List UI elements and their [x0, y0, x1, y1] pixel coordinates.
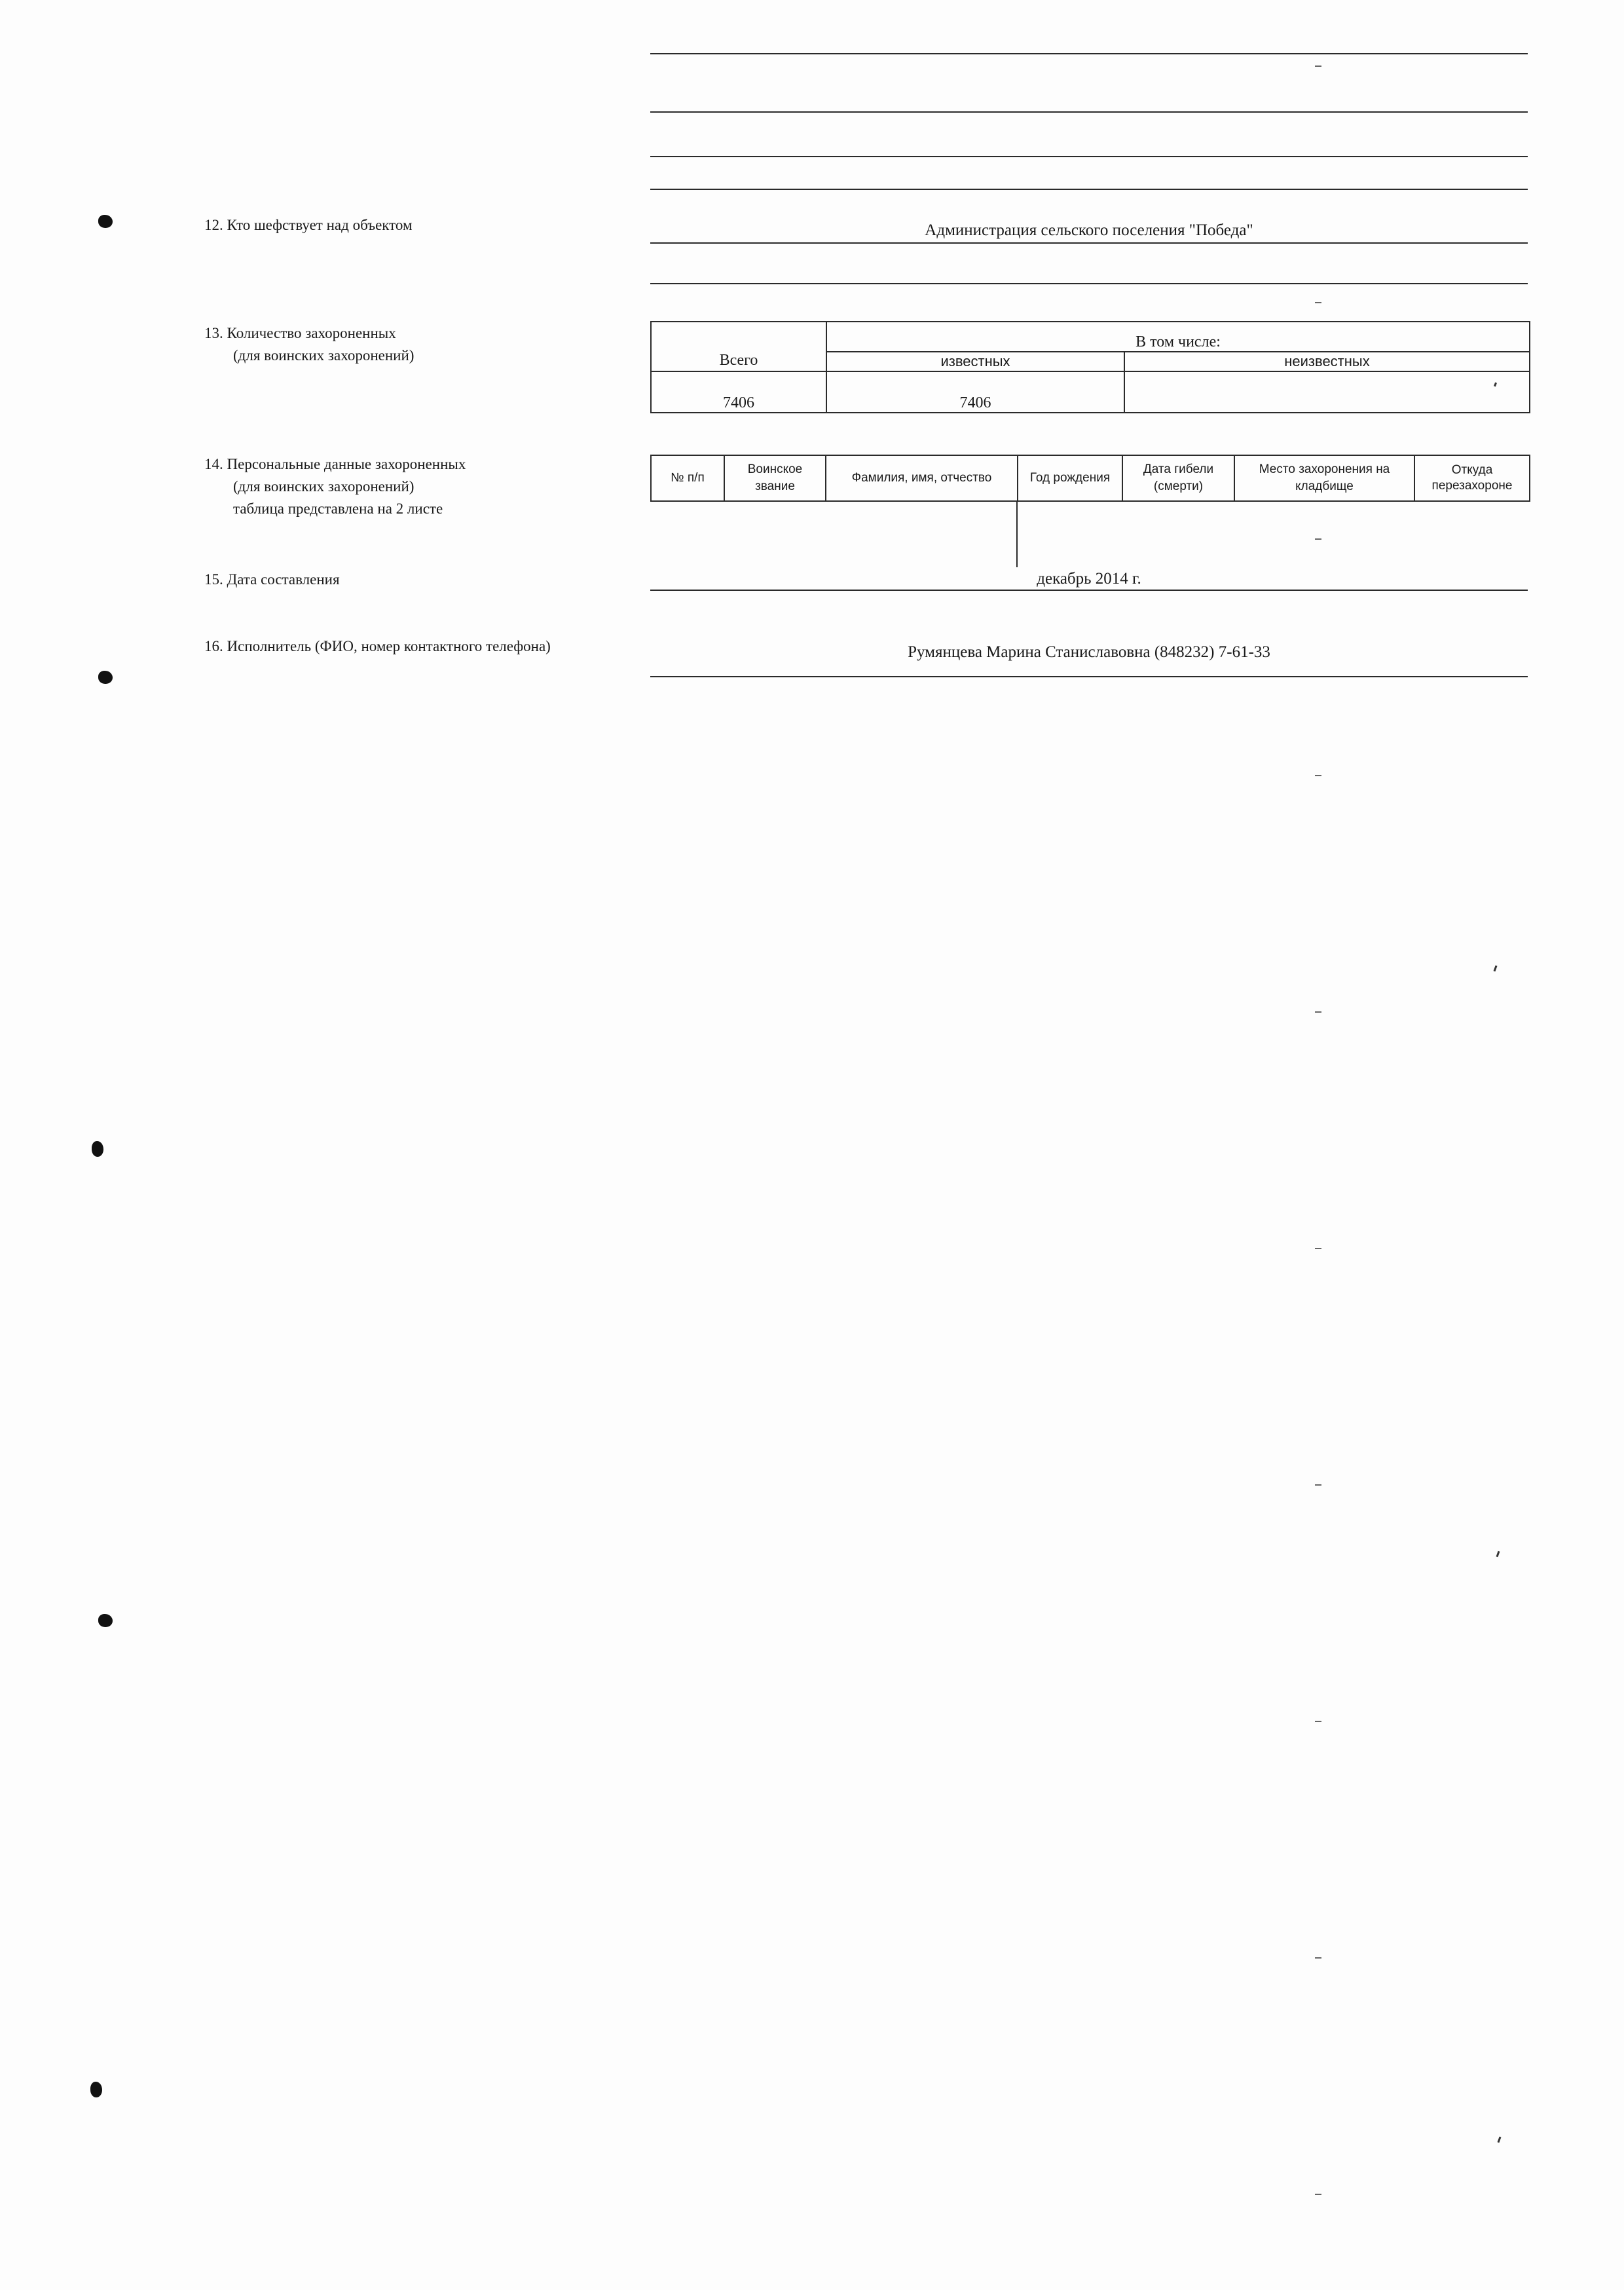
table-continuation-line — [1016, 502, 1018, 567]
scan-tick — [1315, 1721, 1321, 1722]
col-rank: Воинское звание — [724, 455, 826, 501]
item16-value: Румянцева Марина Станиславовна (848232) 7-61-33 — [908, 643, 1270, 661]
including-header: В том числе: — [1135, 333, 1221, 350]
scan-speck — [1494, 966, 1498, 971]
punch-hole-mark — [92, 1141, 103, 1157]
unknown-header: неизвестных — [1124, 352, 1530, 371]
item16-underline — [650, 676, 1528, 677]
item13-label — [204, 322, 414, 367]
item15-underline — [650, 590, 1528, 591]
punch-hole-mark — [90, 2082, 102, 2097]
burial-count-table — [650, 321, 1530, 413]
scan-tick — [1315, 1957, 1321, 1959]
blank-line — [650, 53, 1528, 54]
item14-label — [204, 453, 466, 520]
blank-line — [650, 189, 1528, 190]
total-value: 7406 — [651, 371, 826, 413]
col-burial-place: Место захоронения на кладбище — [1234, 455, 1414, 501]
scan-speck — [1498, 2137, 1502, 2143]
scan-tick — [1315, 1011, 1321, 1013]
blank-line — [650, 111, 1528, 113]
item14-label-line1: 14. Персональные данные захороненных — [204, 456, 466, 472]
scan-tick — [1315, 1248, 1321, 1249]
known-value: 7406 — [826, 371, 1124, 413]
personal-data-table — [650, 455, 1530, 502]
scan-tick — [1315, 302, 1321, 303]
unknown-value — [1124, 371, 1530, 413]
punch-hole-mark — [98, 1614, 113, 1627]
blank-line — [650, 283, 1528, 284]
item12-value: Администрация сельского поселения "Победа" — [925, 221, 1253, 239]
item14-label-line3: таблица представлена на 2 листе — [233, 500, 443, 517]
scan-tick — [1315, 538, 1321, 540]
punch-hole-mark — [98, 671, 113, 684]
blank-line — [650, 156, 1528, 157]
scan-speck — [1496, 1551, 1500, 1557]
item15-value: декабрь 2014 г. — [1037, 570, 1141, 588]
item13-label-line2: (для воинских захоронений) — [233, 347, 415, 364]
scan-tick — [1315, 775, 1321, 776]
item15-label: 15. Дата составления — [204, 571, 340, 588]
scan-tick — [1315, 66, 1321, 67]
punch-hole-mark — [98, 215, 113, 228]
item14-label-line2: (для воинских захоронений) — [233, 478, 415, 495]
item12-underline — [650, 242, 1528, 244]
col-reburied-from: Откуда перезахороне — [1414, 455, 1530, 501]
col-death-date: Дата гибели (смерти) — [1122, 455, 1234, 501]
item12-label: 12. Кто шефствует над объектом — [204, 217, 413, 233]
col-number: № п/п — [651, 455, 724, 501]
item13-label-line1: 13. Количество захороненных — [204, 325, 396, 341]
col-birth-year: Год рождения — [1018, 455, 1122, 501]
known-header: известных — [826, 352, 1124, 371]
scan-tick — [1315, 1484, 1321, 1486]
including-header-cell — [826, 322, 1530, 352]
total-header: Всего — [719, 352, 758, 369]
col-full-name: Фамилия, имя, отчество — [826, 455, 1018, 501]
scan-tick — [1315, 2194, 1321, 2195]
total-header-cell — [651, 322, 826, 371]
item16-label: 16. Исполнитель (ФИО, номер контактного телефона) — [204, 638, 551, 654]
